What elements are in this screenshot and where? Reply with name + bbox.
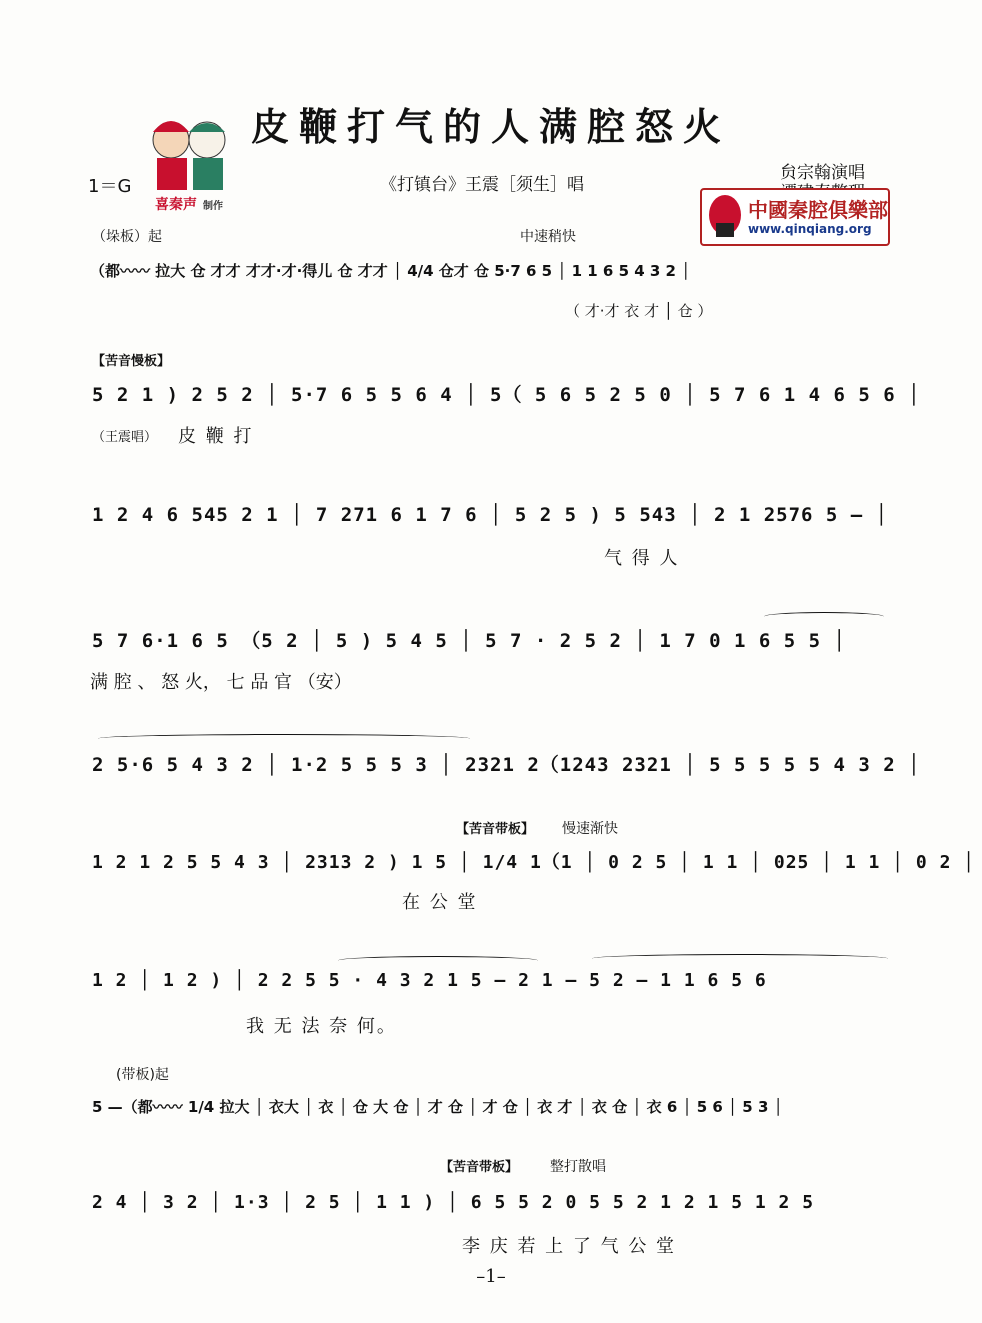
line9-section: 【苦音带板】 <box>440 1160 519 1175</box>
line4-notes: 5 7 6·1 6 5 （5 2 │ 5 ) 5 4 5 │ 5 7 · 2 5 2 │ 1 7 0 1 6 5 5 │ <box>92 630 846 652</box>
line2-section: 【苦音慢板】 <box>92 354 171 369</box>
line9-lyric: 李 庆 若 上 了 气 公 堂 <box>462 1236 677 1257</box>
line6-notes: 1 2 1 2 5 5 4 3 │ 2313 2 ) 1 5 │ 1/4 1（1 │ 0 2 5 │ 1 1 │ 025 │ 1 1 │ 0 2 │ <box>92 852 976 873</box>
page-title: 皮鞭打气的人满腔怒火 <box>250 104 731 149</box>
slur-line7b <box>592 954 888 963</box>
line1-tempo: 中速稍快 <box>520 229 576 245</box>
line2-singer: （王震唱） <box>92 430 158 445</box>
line5-notes: 2 5·6 5 4 3 2 │ 1·2 5 5 5 3 │ 2321 2（1243 2321 │ 5 5 5 5 5 4 3 2 │ <box>92 754 921 776</box>
line3-notes: 1 2 4 6 545 2 1 │ 7 271 6 1 7 6 │ 5 2 5 ) 5 543 │ 2 1 2576 5 — │ <box>92 504 889 526</box>
slur-line4 <box>764 612 884 621</box>
logo-left: 喜秦声 制作 <box>145 110 235 220</box>
opera-mask-icon <box>706 193 744 239</box>
line6-section: 【苦音带板】 <box>456 822 535 837</box>
line6-tempo: 慢速渐快 <box>562 821 618 837</box>
line1-label: （垛板）起 <box>92 229 162 245</box>
line7-lyric: 我 无 法 奈 何。 <box>246 1016 397 1037</box>
line1-sub: （ 才·才 衣 才 │ 仓 ） <box>565 302 713 320</box>
line6-lyric: 在 公 堂 <box>402 892 478 913</box>
slur-line5 <box>98 734 470 743</box>
line9-notes: 2 4 │ 3 2 │ 1·3 │ 2 5 │ 1 1 ) │ 6 5 5 2 0 5 5 2 1 2 1 5 1 2 5 <box>92 1192 815 1213</box>
line1-notes: （都〰〰 拉大 仓 才才 才才·才·得儿 仓 才才 │ 4/4 仓才 仓 5·7 6 5 │ 1 1 6 5 4 3 2 │ <box>90 262 691 280</box>
line9-tempo: 整打散唱 <box>550 1159 606 1175</box>
line4-lyric: 满 腔 、 怒 火， 七 品 官 （安） <box>90 672 352 693</box>
opera-figure-icon <box>145 110 235 194</box>
key-signature: 1＝G <box>88 176 132 197</box>
slur-line7a <box>338 956 538 965</box>
logo-right: 中國秦腔俱樂部 www.qinqiang.org <box>700 188 890 246</box>
line2-lyric: 皮 鞭 打 <box>178 426 254 447</box>
credit-singer: 贠宗翰演唱 <box>780 163 865 183</box>
line2-notes: 5 2 1 ) 2 5 2 │ 5·7 6 5 5 6 4 │ 5（ 5 6 5 2 5 0 │ 5 7 6 1 4 6 5 6 │ <box>92 384 921 406</box>
line3-lyric: 气 得 人 <box>604 548 680 569</box>
line8-notes: 5 —（都〰〰 1/4 拉大 │ 衣大 │ 衣 │ 仓 大 仓 │ 才 仓 │ 才 仓 │ 衣 才 │ 衣 仓 │ 衣 6 │ 5 6 │ 5 3 │ <box>92 1098 783 1116</box>
line8-section: (带板)起 <box>116 1067 169 1083</box>
subtitle: 《打镇台》王震［须生］唱 <box>380 175 584 195</box>
page-number: –1– <box>476 1266 506 1287</box>
line7-notes: 1 2 │ 1 2 ) │ 2 2 5 5 · 4 3 2 1 5 — 2 1 — 5 2 — 1 1 6 5 6 <box>92 970 767 991</box>
